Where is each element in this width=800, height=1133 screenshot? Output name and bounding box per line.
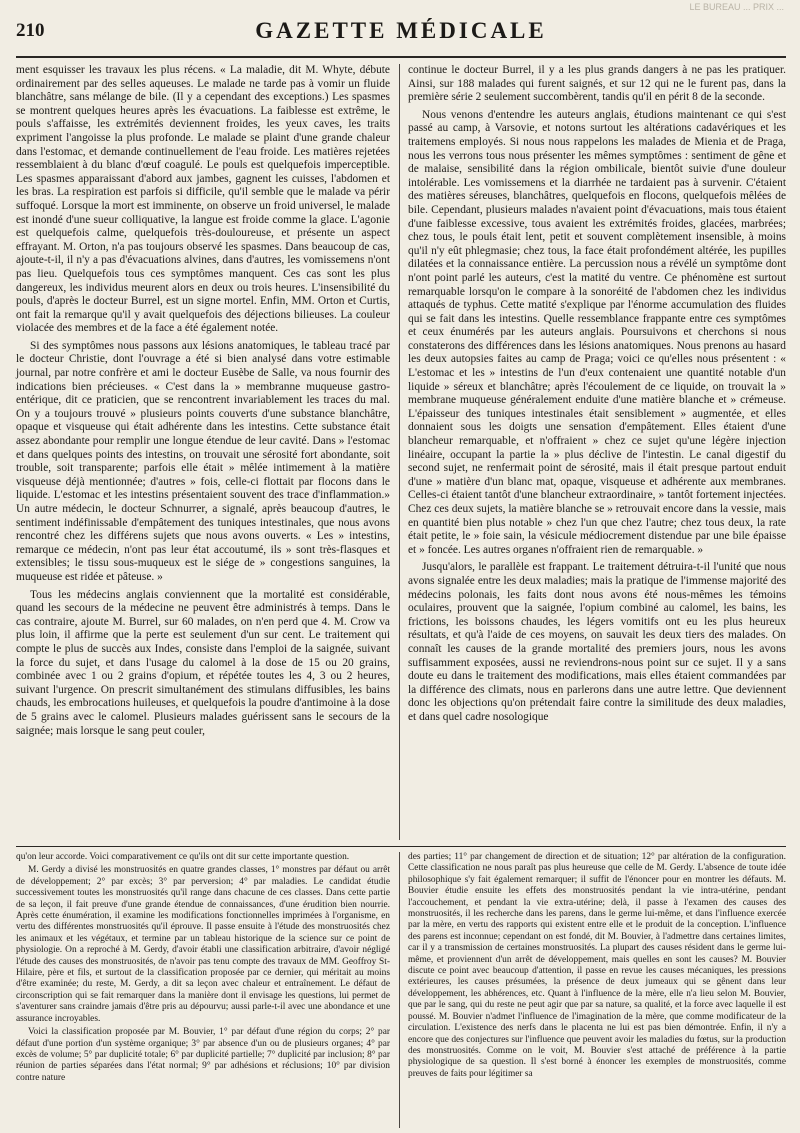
paragraph: qu'on leur accorde. Voici comparativement ce qu'ils ont dit sur cette importante question. [16,852,350,862]
column-left [16,64,390,742]
paragraph: Voici la classification proposée par M. Bouvier, 1° par défaut d'une région du corps; 2° par défaut d'une portion d'un système organique; 3° par absence d'un ou de plusieurs organes; 4° par excès de volume; 5° par duplicité totale; 6° par duplicité partielle; 7° duplicité par inclusion; 8° par réunion de parties séparées dans l'état normal; 9° par adhésions et réclusions; 10° par division contre nature [16,1027,390,1083]
masthead [16,2,786,58]
paragraph: des parties; 11° par changement de direction et de situation; 12° par altération de la configuration. Cette classification ne nous paraît pas plus heureuse que celle de M. Gerdy. L'absence de toute idée philosophique s'y fait également remarquer; il suffit de l'énoncer pour en montrer les défauts. M. Bouvier étudie ensuite les effets des monstruosités pendant la vie intra-utérine, pendant l'accouchement, et pendant la vie extra-utérine; delà, il passe à l'examen des causes des monstruosités, il les recherche dans les parens, dans le germe lui-même, et dans l'influence exercée par la mère, en vertu des rapports qui existent entre elle et le produit de la conception. L'influence des parens est inconnue; cependant on est fondé, dit M. Bouvier, à l'admettre dans certaines limites, car il y a transmission de certaines monstruosités. La plupart des causes résident dans le germe lui-même, et proviennent d'un arrêt de développement, mais quelles en sont les causes? M. Bouvier discute ce point avec beaucoup d'attention, il passe en revue les causes mécaniques, les pressions extérieures, les causes présumées, la présence de deux jumeaux qui se gênent dans leur développement, les abhérences, etc. Quant à l'influence de la mère, elle n'a lieu selon M. Bouvier, que par le sang, qui du reste ne peut agir que par sa nature, sa qualité, et la force avec laquelle il est poussé. M. Bouvier n'admet l'influence de l'imagination de la mère, que comme modificateur de la circulation. L'existence des nerfs dans le placenta ne lui est pas bien démontrée. Enfin, il n'y a encore que des conjectures sur l'influence que peuvent avoir les maladies du fœtus, sur la production des monstruosités. Comme on le voit, M. Bouvier s'est attaché de préférence à la partie physiologique de sa question. Il s'est borné à énoncer les exemples de monstruosités, comme preuves de faits pour légitimer sa [408,852,786,1079]
feuilleton-rule [16,846,786,847]
feuilleton [16,852,786,1128]
page-number: 210 [16,20,45,41]
column-divider [399,64,400,840]
paragraph: Tous les médecins anglais conviennent que la mortalité est considérable, quand les secours de la médecine ne peuvent être administrés à temps. Dans le cas contraire, ajoute M. Burrel, sur 60 malades, on n'en perd que 4. M. Crow va plus loin, il affirme que la perte est seulement d'un sur cent. Le traitement qui compte le plus de succès aux Indes, consiste dans l'emploi de la saignée, suivant la force du sujet, et dans l'usage du calomel à la dose de 15 ou 20 grains, combinée avec 1 ou 2 grains d'opium, et répétée toutes les 4, 3 ou 2 heures, suivant l'urgence. On prescrit simultanément des stimulans diffusibles, les bains chauds, les embrocations huileuses, et quelquefois la poudre d'antimoine à la dose de 5 grains avec le calomel. Plusieurs malades guérissent sans le secours de la saignée; mais lorsque le sang peut couler, [16,588,390,737]
column-right [408,64,786,729]
faded-stamp: LE BUREAU ... PRIX ... [689,2,784,12]
paragraph: continue le docteur Burrel, il y a les plus grands dangers à ne pas les pratiquer. Ainsi, sur 188 malades qui furent saignés, et sur 12 qui ne le furent pas, dans la première série 2 seulement succombèrent, tandis qu'il en périt 8 de la seconde. [408,64,786,104]
feuilleton-column-right [408,852,786,1082]
paragraph: ment esquisser les travaux les plus récens. « La maladie, dit M. Whyte, débute ordinairement par des selles aqueuses. Le malade ne tarde pas à vomir un fluide blanchâtre, sans mélange de bile. (Il y a cependant des exceptions.) Les spasmes se montrent quelques heures après les évacuations. La faiblesse est extrême, le pouls s'affaisse, les extrémités deviennent froides, les yeux caves, les traits expriment l'angoisse la plus profonde. Le malade se plaint d'une grande chaleur dans l'estomac, et demande continuellement de l'eau froide. Les matières rejetées ressemblaient à du blanc d'œuf coagulé. Le pouls est quelquefois imperceptible. Les spasmes apparaissant d'abord aux jambes, gagnent les cuisses, l'abdomen et les bras. La respiration est parfois si difficile, qu'il semble que le malade va périr suffoqué. Lorsque la mort est imminente, on observe un froid universel, le malade est inondé d'une sueur colliquative, la langue est froide comme la glace. L'agonie est quelquefois calme, quelquefois très-douloureuse, et présente un aspect effrayant. M. Orton, n'a pas toujours observé les spasmes. Dans beaucoup de cas, ajoute-t-il, il n'y a pas d'évacuations alvines, dans d'autres, les vomissemens n'ont pas lieu. Quelquefois tous ces symptômes manquent. Ces cas sont les plus dangereux, les individus meurent alors en deux ou trois heures. L'insensibilité du pouls, d'après le docteur Burrel, est un signe mortel. Enfin, MM. Orton et Curtis, ont fait la remarque qu'il y avait quelquefois des déjections bilieuses. La couleur violacée des membres et de la face a été également notée. [16,64,390,335]
paragraph: Si des symptômes nous passons aux lésions anatomiques, le tableau tracé par le docteur Christie, dont l'ouvrage a été si bien analysé dans votre estimable journal, par notre confrère et ami le docteur Eusèbe de Salle, va nous fournir des indications bien précieuses. « C'est dans la » membranne muqueuse gastro-entérique, dit ce praticien, que se rencontrent invariablement les traces du mal. On y a toujours trouvé » plusieurs points couverts d'une substance blanchâtre, opaque et visqueuse qui était adhérente dans les intestins. Cette substance était assez abondante pour remplir une longue étendue de leur cavité. Dans » l'estomac et dans quelques points des intestins, on trouvait une sérosité fort abondante, soit trouble, soit transparente; parfois elle était » mêlée intimement à la matière visqueuse déjà mentionnée; d'autres » fois, celle-ci flottait par flocons dans le liquide. L'estomac et les intestins présentaient souvent des trace d'inflammation.» Un autre médecin, le docteur Schnurrer, a signalé, après beaucoup d'autres, le sentiment indéfinissable d'empâtement des tuniques intestinales, que nous avons rencontré chez les différens sujets que nous avons ouverts. « Les » intestins, remarque ce médecin, n'ont pas leur état accoutumé, ils » sont très-flasques et extensibles; le tissu sous-muqueux est le siége de » congestions sanguines, la muqueuse est ridée et pâteuse. » [16,339,390,583]
paragraph: Nous venons d'entendre les auteurs anglais, étudions maintenant ce qui s'est passé au camp, à Varsovie, et notons surtout les altérations cadavériques et les traitemens employés. Si nous nous rappelons les malades de Mienia et de Praga, nous les verrons tous nous présenter les mêmes symptômes : sentiment de gêne et de malaise, sensibilité dans la région ombilicale, bientôt suivie d'une douleur intolérable. Les vomissemens et la diarrhée ne tardaient pas à survenir. C'étaient des matières séreuses, blanchâtres, quelquefois en flocons, quelquefois mêlées de bile. Cependant, plusieurs malades n'avaient point d'évacuations, mais tous étaient d'une faiblesse excessive, tous avaient les extrémités froides, glacées, marbrées; chez tous, le pouls était lent, petit et souvent complètement insensible, à moins qu'il n'y eût phlegmasie; chez tous, la face était profondément altérée, les pupilles dilatées et la connaissance entière. La percussion nous a révélé un symptôme dont n'ont point parlé les auteurs, c'est la matité du ventre. Ce phénomène est surtout remarquable lorsqu'on le compare à la sonoréité de l'abdomen chez les individus attaqués de typhus. Cette matité s'explique par l'énorme accumulation des fluides qui se fait dans les intestins. Quelle ressemblance frappante entre ces symptômes et ceux énumérés par les auteurs anglais. Poursuivons et cherchons si nous constaterons des différences dans les lésions anatomiques. Nous prenons au hasard les deux autopsies faites au camp de Praga; voici ce qu'elles nous présentent : « L'estomac et les » intestins de l'un d'eux contenaient une quantité notable d'un liquide » séreux et blanchâtre; après l'écoulement de ce liquide, on trouvait la » membrane muqueuse généralement enduite d'une matière blanche et » crémeuse. L'épaisseur des tuniques intestinales était sensiblement » augmentée, et elles donnaient sous les doigts une sensation d'empâtement. Elles étaient d'une blancheur remarquable, et n'offraient » chez ce sujet qu'une légère injection linéaire, occupant la partie la » plus déclive de l'intestin. Le canal digestif du second sujet, ne renfermait point de sérosité, mais il était presque partout enduit d'une » matière d'un blanc mat, opaque, visqueuse et adhérente aux membranes. Celles-ci étaient tantôt d'une blancheur extraordinaire, » tantôt fortement injectées. Chez ces deux sujets, la matière blanche se » retrouvait encore dans la vessie, mais en quantité bien plus notable » chez l'un que chez l'autre; chez tous deux, la rate était petite, le » foie sain, la vésicule médiocrement distendue par une bile épaisse et » foncée. Les autres organes n'offraient rien de remarquable. » [408,108,786,556]
paragraph: M. Gerdy a divisé les monstruosités en quatre grandes classes, 1° monstres par défaut ou arrêt de développement; 2° par excès; 3° par perversion; 4° par maladies. Le candidat étudie successivement toutes les monstruosités qu'il range dans chacune de ces classes. Dans cette partie de sa leçon, il fait preuve d'une grande étendue de connaissances, d'une érudition bien nourrie. Après cette énumération, il examine les modifications fonctionnelles imprimées à l'organisme, en vertu des différentes monstruosités qu'il éprouve. Il passe ensuite à l'étude des monstruosités chez les animaux et les végétaux, et termine par un tableau historique de la science sur ce point de physiologie. On a reproché à M. Gerdy, d'avoir établi une classification arbitraire, d'avoir négligé l'étude des causes des monstruosités, de n'avoir pas tenu compte des travaux de MM. Geoffroy St-Hilaire, père et fils, et surtout de la classification proposée par ce dernier, qui méritait au moins d'être examinée; du reste, M. Gerdy, a dit sa leçon avec chaleur et entraînement. Le défaut de circonscription qui se fait remarquer dans la manière dont il envisage les questions, lui permet de s'aventurer sans craindre jamais d'être pris au dépourvu; aussi parle-t-il avec une abondance et une assurance incroyables. [16,865,390,1024]
page-title: GAZETTE MÉDICALE [255,18,547,43]
paragraph: Jusqu'alors, le parallèle est frappant. Le traitement détruira-t-il l'unité que nous avons signalée entre les deux maladies; mais la pratique de l'immense majorité des médecins polonais, les faits dont nous avons été nous-mêmes les témoins oculaires, prouvent que la saignée, l'opium combiné au calomel, les bains, les frictions, les boissons chaudes, les légers vomitifs ont eu les plus heureux résultats, et qu'à l'aide de ces moyens, on sauvait les deux tiers des malades. On connaît les causes de la grande mortalité des premiers jours, nous les avons suffisamment exposées, aussi ne reviendrons-nous point sur ce sujet. Il y a sans doute eu dans le traitement des modifications, mais elles étaient commandées par la différence des climats, nous en parlerons dans une autre lettre. Que deviennent donc les objections qu'on prétendait faire contre la similitude des deux maladies, et dans quel cadre nosologique [408,561,786,723]
feuilleton-column-left [16,852,390,1086]
newspaper-page [16,0,786,1133]
main-article [16,64,786,840]
column-divider [399,852,400,1128]
